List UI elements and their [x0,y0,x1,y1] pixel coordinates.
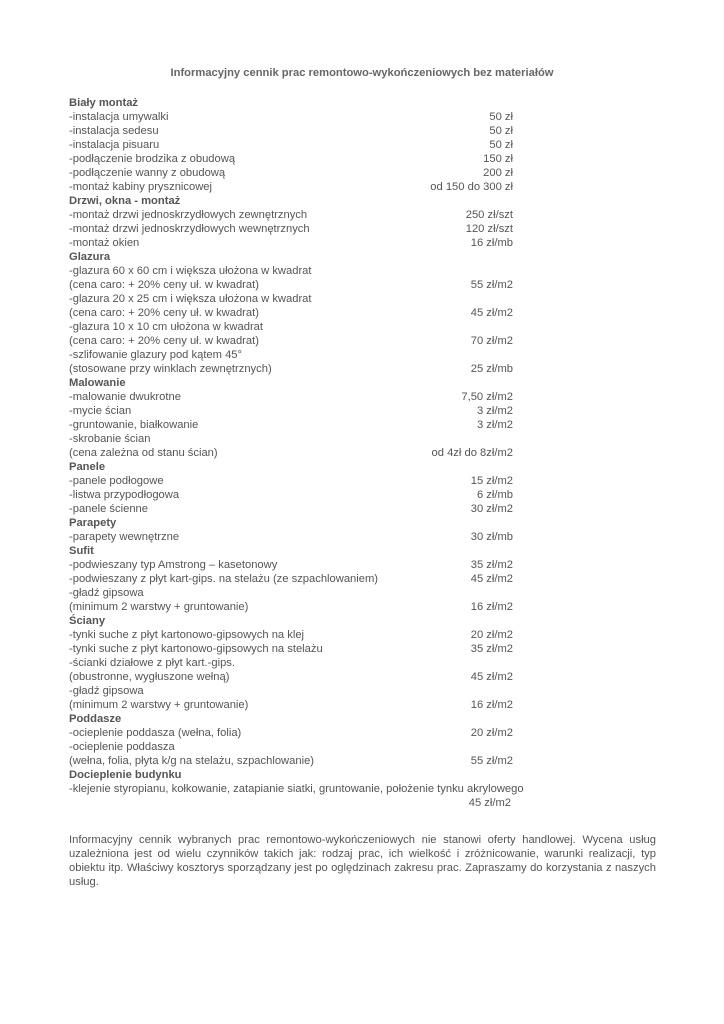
price-row [69,670,529,684]
price-row [69,292,529,306]
price-row [69,222,529,236]
price-row-label: (obustronne, wygłuszone wełną) [69,671,230,683]
price-row-label: -podłączenie wanny z obudową [69,167,226,179]
section-heading [69,544,529,558]
price-row-value: 16 zł/mb [470,237,513,249]
price-row [69,558,529,572]
price-row [69,362,529,376]
price-row-label: -szlifowanie glazury pod kątem 45° [69,349,242,361]
price-row-label: -montaż okien [69,237,140,249]
price-row-label: -montaż drzwi jednoskrzydłowych wewnętrznych [69,223,310,235]
price-row-label: -gładź gipsowa [69,587,144,599]
price-row [69,334,529,348]
price-row-value: od 150 do 300 zł [430,181,513,193]
price-row-value: 6 zł/mb [476,489,513,501]
section-heading [69,460,529,474]
price-row-value: 16 zł/m2 [470,601,513,613]
price-row-value: 45 zł/m2 [470,307,513,319]
price-row-value: 50 zł [489,111,513,123]
price-row-label: -ocieplenie poddasza (wełna, folia) [69,727,242,739]
price-row [69,418,529,432]
price-row-value: 200 zł [483,167,513,179]
section-heading-label: Panele [69,461,106,473]
price-row-label: -panele podłogowe [69,475,164,487]
price-row [69,306,529,320]
price-row-label: -instalacja sedesu [69,125,159,137]
price-row-label: -panele ścienne [69,503,148,515]
price-row-label: -tynki suche z płyt kartonowo-gipsowych na stelażu [69,643,323,655]
section-heading [69,194,529,208]
price-row-value: 15 zł/m2 [470,475,513,487]
price-row [69,684,529,698]
section-heading-label: Poddasze [69,713,122,725]
price-row [69,124,529,138]
price-row-value: 25 zł/mb [470,363,513,375]
price-row-label: (stosowane przy winklach zewnętrznych) [69,363,272,375]
price-row [69,474,529,488]
price-row [69,166,529,180]
price-row-value: 50 zł [489,139,513,151]
section-heading [69,768,529,782]
price-row-label: -gładź gipsowa [69,685,144,697]
price-row-value: 30 zł/mb [470,531,513,543]
price-row-value: 20 zł/m2 [470,629,513,641]
section-heading [69,712,529,726]
section-heading [69,250,529,264]
price-row [69,530,529,544]
section-heading [69,376,529,390]
price-row-value: 55 zł/m2 [470,279,513,291]
price-row-value: 3 zł/m2 [476,419,513,431]
price-row [69,446,529,460]
price-row [69,264,529,278]
section-heading-label: Parapety [69,517,117,529]
section-heading-label: Sufit [69,545,94,557]
price-row [69,320,529,334]
price-row-label: -instalacja pisuaru [69,139,160,151]
price-row [69,390,529,404]
price-row [69,110,529,124]
price-row-label: (wełna, folia, płyta k/g na stelażu, szpachlowanie) [69,755,315,767]
price-row-label: -montaż kabiny prysznicowej [69,181,213,193]
price-row-label: (minimum 2 warstwy + gruntowanie) [69,699,249,711]
price-row [69,586,529,600]
price-row [69,236,529,250]
price-row-value: 45 zł/m2 [470,671,513,683]
price-row [69,572,529,586]
price-row [69,404,529,418]
price-row-label: -parapety wewnętrzne [69,531,180,543]
price-row [69,642,529,656]
section-heading-label: Ściany [69,615,106,627]
footer-disclaimer: Informacyjny cennik wybranych prac remontowo-wykończeniowych nie stanowi oferty handlowej. Wycena usług uzależniona jest od wielu czynników takich jak: rodzaj prac, ich wielkość i zróżnicowanie, warunki realizacji, typ obiektu itp. Właściwy kosztorys sporządzany jest po oględzinach zakresu prac. Zapraszamy do korzystania z naszych usług. [69,834,656,889]
price-row [69,180,529,194]
price-row-label: -glazura 60 x 60 cm i większa ułożona w kwadrat [69,265,312,277]
document-title: Informacyjny cennik prac remontowo-wykończeniowych bez materiałów [170,67,554,79]
price-row-value: 250 zł/szt [465,209,513,221]
section-heading [69,614,529,628]
price-row [69,600,529,614]
section-heading-label: Glazura [69,251,111,263]
price-row-label: -montaż drzwi jednoskrzydłowych zewnętrznych [69,209,308,221]
section-heading-label: Biały montaż [69,97,139,109]
section-heading [69,516,529,530]
price-row-label: -glazura 20 x 25 cm i większa ułożona w kwadrat [69,293,312,305]
price-row [69,656,529,670]
section-heading [69,96,529,110]
price-row-value: 35 zł/m2 [470,643,513,655]
price-row-value: 45 zł/m2 [468,797,511,809]
price-row-value: 120 zł/szt [465,223,513,235]
price-row [69,698,529,712]
price-row [69,726,529,740]
price-row [69,782,529,796]
price-row-label: -ścianki działowe z płyt kart.-gips. [69,657,236,669]
price-row-value: 150 zł [483,153,513,165]
price-row-label: -glazura 10 x 10 cm ułożona w kwadrat [69,321,264,333]
price-row [69,488,529,502]
price-row-value: 7,50 zł/m2 [461,391,513,403]
section-heading-label: Docieplenie budynku [69,769,182,781]
price-row-label: -skrobanie ścian [69,433,151,445]
price-row [69,278,529,292]
price-row-value: 16 zł/m2 [470,699,513,711]
price-row-label: (minimum 2 warstwy + gruntowanie) [69,601,249,613]
price-row [69,628,529,642]
price-row-value: 35 zł/m2 [470,559,513,571]
price-row-label: -tynki suche z płyt kartonowo-gipsowych na klej [69,629,305,641]
price-row-label: (cena caro: + 20% ceny uł. w kwadrat) [69,335,259,347]
price-row-label: -klejenie styropianu, kołkowanie, zatapianie siatki, gruntowanie, położenie tynku akrylowego [69,783,524,795]
price-row-label: -podłączenie brodzika z obudową [69,153,236,165]
price-list [69,96,529,810]
price-row [69,138,529,152]
price-row-value: 20 zł/m2 [470,727,513,739]
price-row [69,152,529,166]
price-row [69,740,529,754]
price-row-value: od 4zł do 8zł/m2 [431,447,513,459]
price-row-label: -instalacja umywalki [69,111,169,123]
section-heading-label: Malowanie [69,377,126,389]
price-row-label: (cena caro: + 20% ceny uł. w kwadrat) [69,279,259,291]
price-row [69,432,529,446]
price-row [69,754,529,768]
price-row-label: (cena caro: + 20% ceny uł. w kwadrat) [69,307,259,319]
price-row-value: 50 zł [489,125,513,137]
price-row-label: -ocieplenie poddasza [69,741,175,753]
price-row [69,502,529,516]
price-row-value: 55 zł/m2 [470,755,513,767]
price-row-value: 3 zł/m2 [476,405,513,417]
price-row [69,208,529,222]
price-row [69,348,529,362]
price-row-label: -podwieszany z płyt kart-gips. na stelażu (ze szpachlowaniem) [69,573,379,585]
price-row-label: (cena zależna od stanu ścian) [69,447,218,459]
price-row [69,796,529,810]
price-row-label: -podwieszany typ Amstrong – kasetonowy [69,559,278,571]
price-row-label: -listwa przypodłogowa [69,489,180,501]
price-row-label: -gruntowanie, białkowanie [69,419,199,431]
price-row-label: -mycie ścian [69,405,132,417]
price-row-label: -malowanie dwukrotne [69,391,181,403]
price-row-value: 70 zł/m2 [470,335,513,347]
section-heading-label: Drzwi, okna - montaż [69,195,181,207]
price-row-value: 30 zł/m2 [470,503,513,515]
price-row-value: 45 zł/m2 [470,573,513,585]
